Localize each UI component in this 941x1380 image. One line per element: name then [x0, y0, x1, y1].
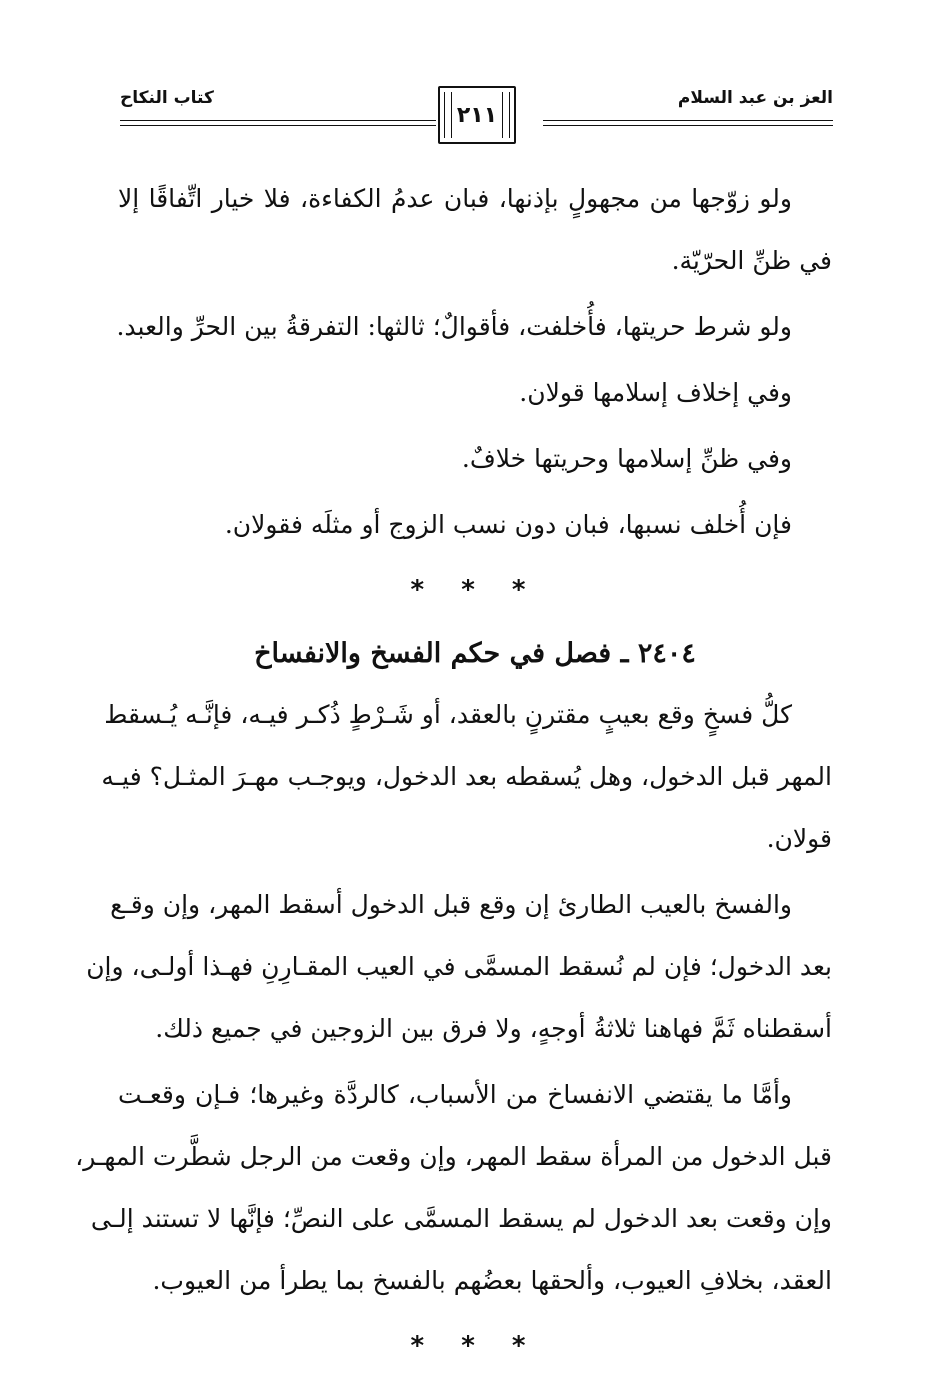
- text-line: وإن وقعت بعد الدخول لم يسقط المسمَّى على النصِّ؛ فإنَّها لا تستند إلـى: [90, 1204, 832, 1233]
- paragraph: [86, 874, 832, 1060]
- separator-stars-end: * * *: [410, 1331, 540, 1361]
- paragraph: [118, 494, 832, 556]
- text-line: المهر قبل الدخول، وهل يُسقطه بعد الدخول، ويوجـب مهـرَ المثـل؟ فيـه: [101, 762, 832, 791]
- separator-stars: * * *: [410, 575, 540, 605]
- text-line: في ظنِّ الحرّيّة.: [671, 246, 832, 275]
- paragraph: [118, 168, 832, 292]
- paragraph: [118, 296, 832, 358]
- text-line: ولو زوّجها من مجهولٍ بإذنها، فبان عدمُ الكفاءة، فلا خيار اتِّفاقًا إلا: [118, 184, 792, 213]
- page-body: [75, 168, 832, 1380]
- bottom-paragraphs: [75, 684, 832, 1312]
- text-line: فإن أُخلف نسبها، فبان دون نسب الزوج أو مثلَه فقولان.: [224, 510, 792, 539]
- text-line: كلُّ فسخٍ وقع بعيبٍ مقترنٍ بالعقد، أو شَـرْطٍ ذُكـر فيـه، فإنَّـه يُـسقط: [104, 700, 792, 729]
- paragraph: [75, 1064, 832, 1312]
- running-header: [120, 86, 833, 156]
- text-line: ولو شرط حريتها، فأُخلفت، فأقوالٌ؛ ثالثها: التفرقةُ بين الحرِّ والعبد.: [116, 312, 792, 341]
- text-line: وفي إخلاف إسلامها قولان.: [519, 378, 792, 407]
- page-number-box: [438, 86, 516, 144]
- header-rule-left-thin: [120, 125, 436, 126]
- top-paragraphs: [118, 168, 832, 556]
- author-title: العز بن عبد السلام: [677, 88, 833, 108]
- text-line: أسقطناه ثَمَّ فهاهنا ثلاثةُ أوجهٍ، ولا فرق بين الزوجين في جميع ذلك.: [155, 1014, 832, 1043]
- text-line: وفي ظنِّ إسلامها وحريتها خلافٌ.: [461, 444, 792, 473]
- page-number: ٢١١: [456, 102, 498, 128]
- text-line: وأمَّا ما يقتضي الانفساخ من الأسباب، كالردَّة وغيرها؛ فـإن وقعـت: [118, 1080, 792, 1109]
- text-line: قولان.: [766, 824, 832, 853]
- header-rule-right-thin: [543, 125, 833, 126]
- text-line: والفسخ بالعيب الطارئ إن وقع قبل الدخول أسقط المهر، وإن وقـع: [110, 890, 792, 919]
- text-line: العقد، بخلافِ العيوب، وألحقها بعضُهم بالفسخ بما يطرأ من العيوب.: [152, 1266, 832, 1295]
- header-rule-right: [543, 120, 833, 121]
- section-heading: ٢٤٠٤ ـ فصل في حكم الفسخ والانفساخ: [254, 638, 696, 669]
- text-line: قبل الدخول من المرأة سقط المهر، وإن وقعت من الرجل شطَّرت المهـر،: [75, 1142, 832, 1171]
- book-section-title: كتاب النكاح: [120, 88, 214, 108]
- paragraph: [101, 684, 832, 870]
- text-line: بعد الدخول؛ فإن لم نُسقط المسمَّى في العيب المقـارِنِ فهـذا أولـى، وإن: [86, 952, 832, 981]
- paragraph: [118, 362, 832, 424]
- paragraph: [118, 428, 832, 490]
- header-rule-left: [120, 120, 436, 121]
